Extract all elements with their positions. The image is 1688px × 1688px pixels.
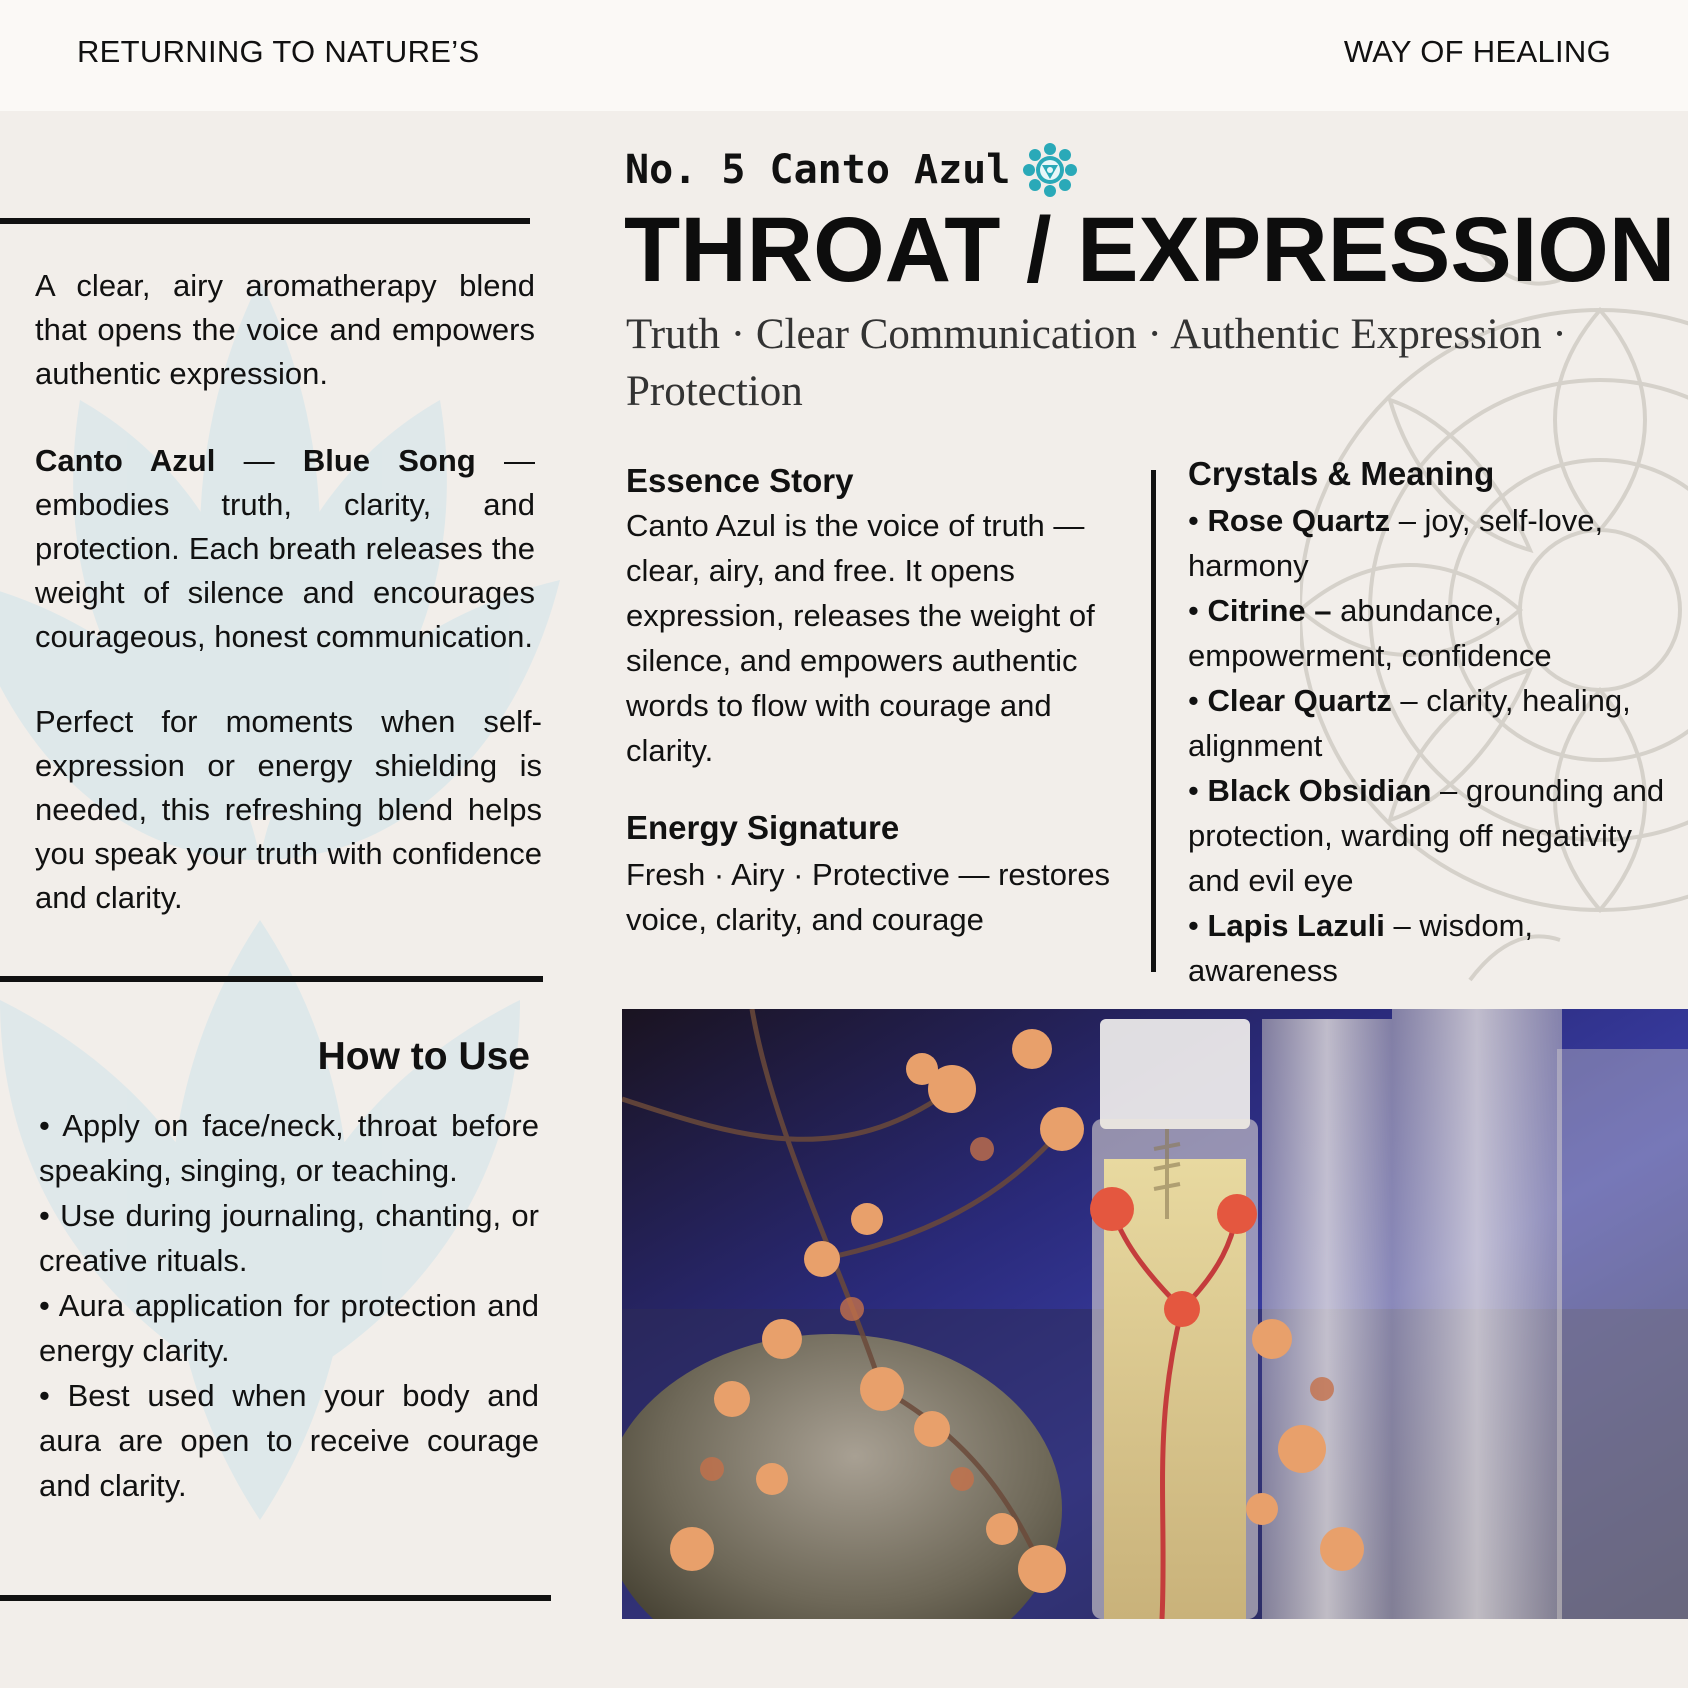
product-keywords: Truth · Clear Communication · Authentic Expression · Protection — [626, 311, 1567, 415]
crystal-item — [1188, 768, 1668, 903]
crystal-item — [1188, 588, 1668, 678]
crystal-meaning: – grounding and protection, warding off negativity and evil eye — [1188, 773, 1665, 898]
header-left-text: RETURNING TO NATURE’S — [77, 34, 480, 69]
crystal-meaning: – joy, self-love, harmony — [1188, 503, 1604, 583]
header-right-text: WAY OF HEALING — [1343, 34, 1611, 69]
left-middle-divider — [0, 976, 543, 982]
blend-name: Canto Azul — [35, 443, 216, 478]
crystal-meaning: abundance, empowerment, confidence — [1188, 593, 1552, 673]
bullet: • — [1188, 683, 1208, 718]
column-divider — [1151, 470, 1156, 972]
energy-signature-body: Fresh · Airy · Protective — restores voice, clarity, and courage — [626, 857, 1111, 937]
product-name-text: No. 5 Canto Azul — [625, 147, 1011, 193]
how-to-use-item: • Best used when your body and aura are open to receive courage and clarity. — [39, 1378, 539, 1503]
intro-paragraph-1: A clear, airy aromatherapy blend that opens the voice and empowers authentic expression. — [35, 268, 535, 391]
dash: — — [215, 443, 303, 478]
how-to-use-title: How to Use — [317, 1035, 530, 1078]
crystal-item — [1188, 903, 1668, 993]
essence-story-title: Essence Story — [626, 462, 854, 499]
essence-story-body: Canto Azul is the voice of truth — clear, airy, and free. It opens expression, releases the weight of silence, and empowers authentic words to flow with courage and clarity. — [626, 508, 1095, 768]
crystal-meaning: – wisdom, awareness — [1188, 908, 1534, 988]
bullet: • — [1188, 503, 1208, 538]
left-top-divider — [0, 218, 530, 224]
product-photo — [622, 1009, 1688, 1619]
throat-chakra-icon — [1022, 142, 1078, 198]
essence-story-section — [626, 459, 1116, 773]
product-photo-illustration — [622, 1009, 1688, 1619]
crystal-name: Lapis Lazuli — [1207, 908, 1385, 943]
left-bottom-divider — [0, 1595, 551, 1601]
page-header — [0, 0, 1688, 111]
bullet: • — [1188, 908, 1208, 943]
blend-translation: Blue Song — [302, 443, 476, 478]
crystal-item — [1188, 498, 1668, 588]
energy-signature-title: Energy Signature — [626, 809, 900, 846]
crystals-section — [1188, 452, 1668, 993]
crystal-name: Rose Quartz — [1207, 503, 1391, 538]
how-to-use-list — [39, 1103, 539, 1508]
how-to-use-item: • Use during journaling, chanting, or creative rituals. — [39, 1198, 539, 1278]
crystal-item — [1188, 678, 1668, 768]
crystal-name: Citrine – — [1207, 593, 1332, 628]
crystal-meaning: – clarity, healing, alignment — [1188, 683, 1631, 763]
how-to-use-item: • Aura application for protection and energy clarity. — [39, 1288, 539, 1368]
intro-paragraph-2 — [35, 439, 535, 659]
crystals-title: Crystals & Meaning — [1188, 455, 1495, 492]
main-title: THROAT / EXPRESSION — [624, 199, 1676, 301]
intro-paragraph-3: Perfect for moments when self-expression or energy shielding is needed, this refreshing blend helps you speak your truth with confidence and clarity. — [35, 704, 542, 915]
crystal-name: Black Obsidian — [1207, 773, 1432, 808]
how-to-use-item: • Apply on face/neck, throat before speaking, singing, or teaching. — [39, 1108, 539, 1188]
product-number-name — [625, 142, 1078, 198]
energy-signature-section — [626, 806, 1126, 942]
bullet: • — [1188, 593, 1208, 628]
crystal-name: Clear Quartz — [1207, 683, 1392, 718]
intro-paragraph-2-rest: — embodies truth, clarity, and protection. Each breath releases the weight of silence and encourages courageous, honest communication. — [35, 443, 535, 654]
bullet: • — [1188, 773, 1208, 808]
